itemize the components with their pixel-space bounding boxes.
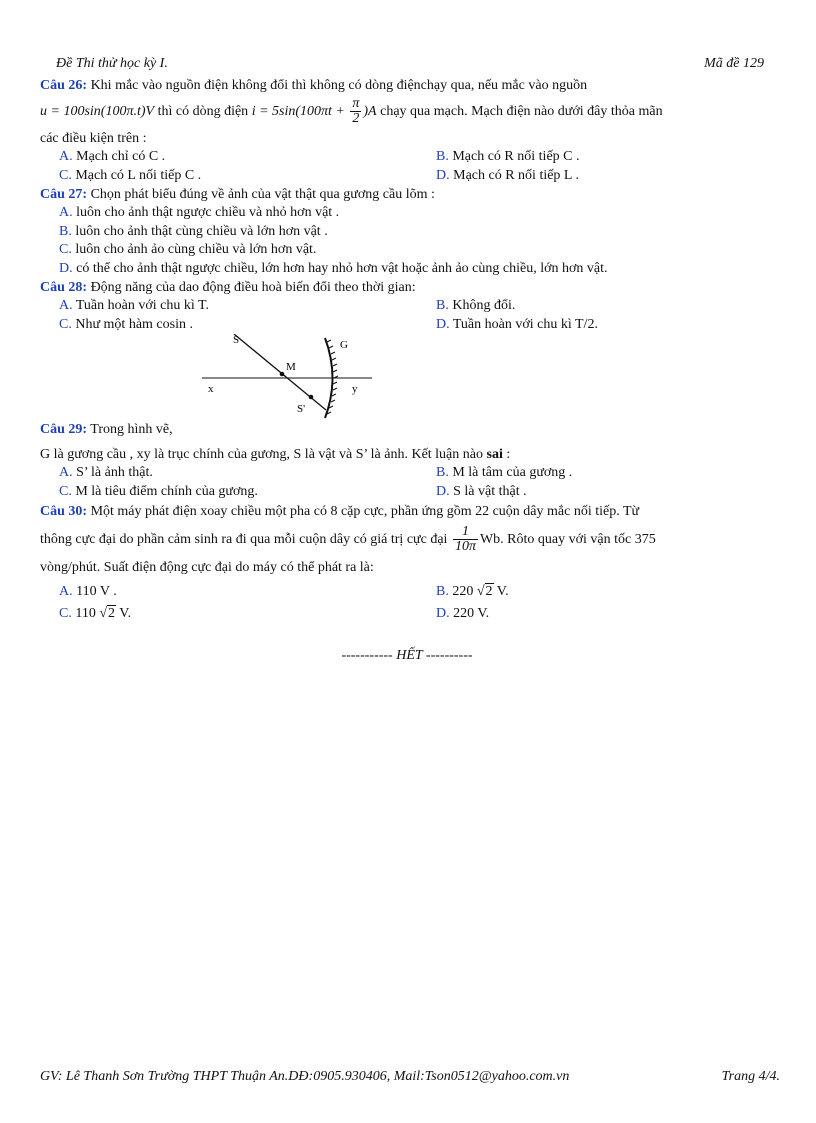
option-d[interactable] <box>436 316 793 335</box>
label-y: y <box>352 383 358 395</box>
option-text: Mạch có L nối tiếp C . <box>71 167 202 183</box>
option-letter: D. <box>436 316 450 332</box>
option-letter: B. <box>436 584 449 599</box>
label-x: x <box>208 383 214 395</box>
option-text: Như một hàm cosin . <box>71 316 193 332</box>
label-m: M <box>286 361 296 373</box>
fraction-1-over-10pi <box>453 525 478 554</box>
option-text: Tuần hoàn với chu kì T/2. <box>449 316 598 332</box>
mirror-figure <box>40 334 774 420</box>
mirror-diagram <box>200 334 380 420</box>
question-text: Chọn phát biểu đúng về ảnh của vật thật qua gương cầu lõm : <box>87 187 435 202</box>
question-text: thì có dòng điện <box>154 104 252 119</box>
question-text: Động năng của dao động điều hoà biến đổi theo thời gian: <box>87 280 416 295</box>
question-label: Câu 28: <box>40 280 88 295</box>
option-text: Tuần hoàn với chu kì T. <box>72 298 210 313</box>
option-letter: B. <box>59 223 72 239</box>
question-text: chạy qua mạch. Mạch điện nào dưới đây thỏa mãn <box>376 104 663 119</box>
sqrt-radicand: 2 <box>485 584 493 599</box>
question-label: Câu 30: <box>40 504 88 519</box>
option-d[interactable] <box>436 483 793 502</box>
option-letter: D. <box>436 167 450 183</box>
option-c[interactable] <box>59 167 436 186</box>
label-s: S <box>233 334 240 346</box>
option-c[interactable] <box>59 316 436 335</box>
option-letter: B. <box>436 465 449 480</box>
option-letter: A. <box>59 298 73 313</box>
label-g: G <box>340 339 348 351</box>
option-text: 110 V . <box>72 584 117 599</box>
option-b[interactable] <box>59 223 774 242</box>
footer-teacher-info: GV: Lê Thanh Sơn Trường THPT Thuận An.DĐ:0905.930406, Mail:Tson0512@yahoo.com.vn <box>40 1069 570 1084</box>
footer-page-number: Trang 4/4. <box>721 1069 780 1084</box>
option-letter: C. <box>59 167 72 183</box>
question-30-line2 <box>40 523 774 557</box>
formula-u: u = 100sin(100π.t)V <box>40 104 155 119</box>
question-30-line3: vòng/phút. Suất điện động cực đại do máy có thể phát ra là: <box>40 560 374 575</box>
option-c[interactable] <box>59 603 436 625</box>
question-label: Câu 29: <box>40 422 88 437</box>
options-26 <box>40 148 774 185</box>
option-letter: C. <box>59 242 72 257</box>
option-letter: B. <box>436 149 449 164</box>
options-29 <box>40 464 774 501</box>
question-text: thông cực đại do phần cảm sinh ra đi qua mỗi cuộn dây có giá trị cực đại <box>40 532 451 547</box>
option-text: luôn cho ảnh thật ngược chiều và nhỏ hơn vật . <box>72 205 340 220</box>
point-m <box>280 372 285 377</box>
formula-i-pre: i = 5sin(100πt + <box>251 104 349 119</box>
fraction-numerator: π <box>352 96 360 112</box>
question-text: Trong hình vẽ, <box>87 422 173 437</box>
option-b[interactable] <box>436 297 793 316</box>
question-text: Một máy phát điện xoay chiều một pha có 8 cặp cực, phần ứng gồm 22 cuộn dây mắc nối tiếp. Từ <box>87 504 640 519</box>
question-27 <box>40 185 774 204</box>
question-26 <box>40 76 774 95</box>
option-letter: D. <box>436 483 450 499</box>
option-text: luôn cho ảnh thật cùng chiều và lớn hơn vật . <box>71 223 328 239</box>
option-letter: A. <box>59 149 73 164</box>
fraction-denominator: 10π <box>454 539 476 555</box>
option-c[interactable] <box>59 241 774 260</box>
option-text: 220 <box>448 584 477 599</box>
option-b[interactable] <box>436 581 793 603</box>
option-b[interactable] <box>436 464 793 483</box>
question-text: Wb. Rôto quay với vận tốc 375 <box>479 532 656 547</box>
option-text: M là tiêu điểm chính của gương. <box>71 483 258 499</box>
sqrt-radicand: 2 <box>108 606 116 621</box>
point-s-prime <box>309 395 314 400</box>
question-26-line2 <box>40 95 774 129</box>
end-marker: ----------- HẾT ---------- <box>341 648 473 663</box>
question-label: Câu 26: <box>40 78 88 93</box>
question-29-line2 <box>40 445 774 464</box>
option-text: 110 <box>71 606 100 621</box>
option-letter: C. <box>59 316 72 332</box>
option-text: Không đổi. <box>448 298 516 313</box>
page-footer <box>40 1069 780 1085</box>
question-label: Câu 27: <box>40 187 88 202</box>
question-text: G là gương cầu , xy là trục chính của gương, S là vật và S’ là ảnh. Kết luận nào <box>40 447 487 462</box>
option-a[interactable] <box>59 297 436 316</box>
option-letter: A. <box>59 465 73 480</box>
sqrt-symbol: √2 <box>476 584 493 599</box>
option-text: luôn cho ảnh ảo cùng chiều và lớn hơn vật. <box>71 242 317 257</box>
option-text: Mạch chỉ có C . <box>72 149 166 164</box>
option-d[interactable] <box>436 167 793 186</box>
question-29 <box>40 420 774 439</box>
option-text: Mạch có R nối tiếp C . <box>448 149 580 164</box>
formula-i-post: )A <box>363 104 377 119</box>
fraction-pi-over-2 <box>350 97 361 126</box>
option-letter: A. <box>59 584 73 599</box>
option-text: S là vật thật . <box>449 483 527 499</box>
option-letter: D. <box>436 606 450 621</box>
option-b[interactable] <box>436 148 793 167</box>
option-letter: C. <box>59 606 72 621</box>
option-letter: A. <box>59 205 73 220</box>
question-text: : <box>502 447 511 462</box>
options-28 <box>40 297 774 334</box>
label-s-prime: S' <box>297 403 306 415</box>
option-text: M là tâm của gương . <box>448 465 573 480</box>
header-exam-code: Mã đề 129 <box>704 56 764 71</box>
option-text: S’ là ảnh thật. <box>72 465 153 480</box>
fraction-denominator: 2 <box>352 111 360 127</box>
option-a[interactable] <box>59 148 436 167</box>
option-unit: V. <box>116 606 132 621</box>
option-letter: D. <box>59 260 73 276</box>
question-26-line3: các điều kiện trên : <box>40 131 147 146</box>
header-exam-title: Đề Thi thử học kỳ I. <box>56 56 168 71</box>
option-text: Mạch có R nối tiếp L . <box>449 167 579 183</box>
option-unit: V. <box>493 584 509 599</box>
options-27 <box>40 204 774 278</box>
option-text: 220 V. <box>449 606 490 621</box>
sqrt-symbol: √2 <box>99 606 116 621</box>
question-text: Khi mắc vào nguồn điện không đổi thì không có dòng điệnchạy qua, nếu mắc vào nguồn <box>87 78 588 93</box>
question-28 <box>40 278 774 297</box>
option-letter: B. <box>436 298 449 313</box>
option-a[interactable] <box>59 464 436 483</box>
option-a[interactable] <box>59 581 436 603</box>
option-a[interactable] <box>59 204 774 223</box>
options-30 <box>40 581 774 625</box>
option-d[interactable] <box>436 603 793 625</box>
option-text: có thể cho ảnh thật ngược chiều, lớn hơn hay nhỏ hơn vật hoặc ảnh ảo cùng chiều, lớn hơn vật. <box>72 260 608 276</box>
exam-content <box>40 76 774 665</box>
fraction-numerator: 1 <box>453 525 478 540</box>
question-30 <box>40 501 774 523</box>
question-keyword: sai <box>486 447 503 462</box>
option-letter: C. <box>59 483 72 499</box>
option-d[interactable] <box>59 260 774 279</box>
option-c[interactable] <box>59 483 436 502</box>
